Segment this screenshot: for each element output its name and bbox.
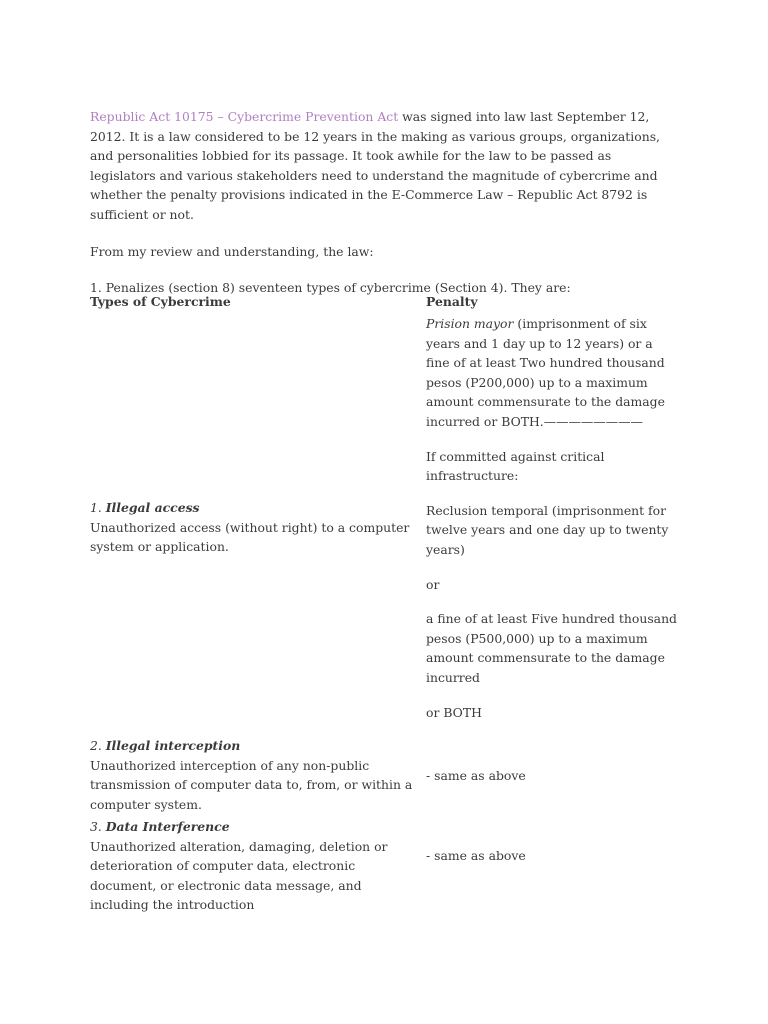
- crime-description: Unauthorized alteration, damaging, deletion or deterioration of computer data, electronic document, or electronic data message, and including the introduction: [90, 838, 388, 913]
- penalty-prision-mayor: [426, 314, 680, 432]
- crime-cell-illegal-interception: [90, 736, 420, 814]
- table-header-row: [90, 292, 680, 312]
- penalty-cell: [426, 314, 680, 722]
- header-types-of-cybercrime: Types of Cybercrime: [90, 294, 231, 309]
- header-penalty: Penalty: [426, 294, 478, 309]
- crime-cell-illegal-access: [90, 498, 420, 557]
- penalty-reclusion-temporal: Reclusion temporal (imprisonment for twelve years and one day up to twenty years): [426, 502, 669, 557]
- crime-number: 1.: [90, 500, 106, 515]
- intro-text: was signed into law last September 12, 2012. It is a law considered to be 12 years in the making as various groups, organizations, and personalities lobbied for its passage. It took awhile for the law to be passed as legislators and various stakeholders need to understand the magnitude of cybercrime and whether the penalty provisions indicated in the E-Commerce Law – Republic Act 8792 is sufficient or not.: [90, 109, 660, 222]
- crime-number: 3.: [90, 819, 106, 834]
- crime-description: Unauthorized access (without right) to a computer system or application.: [90, 519, 410, 555]
- prision-mayor-text: (imprisonment of six years and 1 day up to 12 years) or a fine of at least Two hundred thousand pesos (P200,000) up to a maximum amount commensurate to the damage incurred or BOTH.————————: [426, 316, 665, 429]
- article-body: [90, 107, 680, 315]
- penalty-fine: a fine of at least Five hundred thousand pesos (P500,000) up to a maximum amount commensurate to the damage incurred: [426, 611, 677, 685]
- table-row: [90, 312, 680, 736]
- penalty-or-both: or BOTH: [426, 704, 482, 720]
- crime-number: 2.: [90, 738, 106, 753]
- republic-act-link[interactable]: Republic Act 10175 – Cybercrime Prevention Act: [90, 109, 399, 124]
- intro-paragraph: [90, 107, 680, 225]
- crime-description: Unauthorized interception of any non-public transmission of computer data to, from, or within a computer system.: [90, 757, 413, 812]
- point-one-paragraph: 1. Penalizes (section 8) seventeen types of cybercrime (Section 4). They are:: [90, 280, 571, 296]
- table-row: [90, 736, 680, 816]
- penalty-or: or: [426, 576, 440, 592]
- crime-penalty: - same as above: [426, 848, 526, 863]
- crime-title: Data Interference: [105, 819, 230, 834]
- penalty-critical-infrastructure: If committed against critical infrastructure:: [426, 448, 605, 484]
- crime-heading: [90, 817, 420, 837]
- crime-heading: [90, 736, 420, 756]
- prision-mayor-term: Prision mayor: [426, 316, 514, 331]
- table-row: [90, 816, 680, 913]
- crime-penalty: - same as above: [426, 768, 526, 783]
- crime-title: Illegal interception: [105, 738, 241, 753]
- crime-cell-data-interference: [90, 817, 420, 915]
- crime-title: Illegal access: [105, 500, 200, 515]
- cybercrime-table: [90, 292, 680, 913]
- crime-heading: [90, 498, 420, 518]
- review-paragraph: From my review and understanding, the law:: [90, 243, 374, 259]
